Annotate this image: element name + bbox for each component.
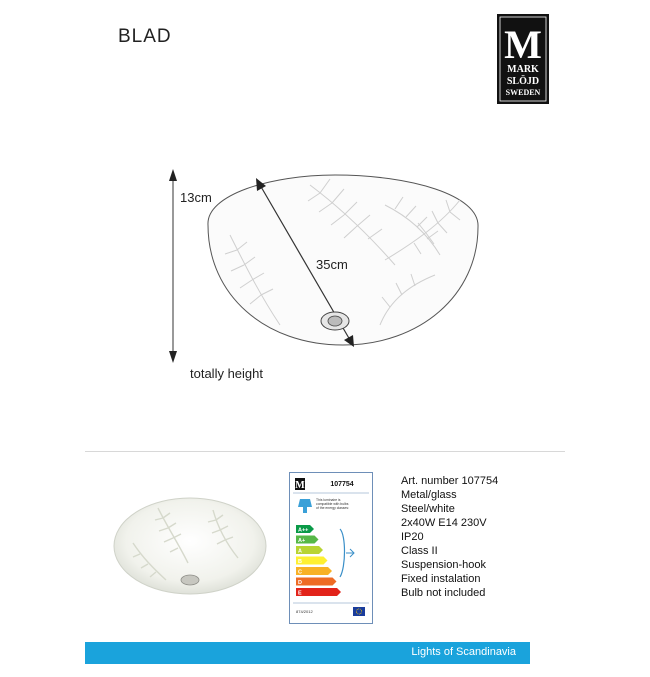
compat-brace <box>340 529 345 577</box>
center-finial <box>321 312 349 330</box>
energy-class-label: A <box>298 548 302 555</box>
spec-article: Art. number 107754 <box>401 475 499 487</box>
energy-class-label: E <box>298 590 302 597</box>
energy-class-label: A++ <box>298 527 309 534</box>
energy-class-label: B <box>298 558 302 565</box>
energy-label-article: 107754 <box>330 481 354 488</box>
energy-class-label: D <box>298 579 302 586</box>
bulb-icon <box>298 499 312 513</box>
energy-label <box>289 472 373 624</box>
energy-class-label: A+ <box>298 537 306 544</box>
mark-slojd-logo <box>497 14 549 104</box>
product-photo <box>108 488 273 603</box>
logo-line-mark: MARK <box>507 64 539 75</box>
compat-text-1: This luminaire is <box>316 498 341 502</box>
spec-ip: IP20 <box>401 531 424 543</box>
diameter-label: 35cm <box>316 257 348 272</box>
spec-class: Class II <box>401 545 438 557</box>
logo-line-slojd: SLÖJD <box>506 76 540 87</box>
energy-class-label: C <box>298 569 302 576</box>
height-arrow <box>169 169 177 363</box>
compat-text-2: compatible with bulbs <box>316 502 349 506</box>
energy-class-bar <box>296 588 341 596</box>
product-title: BLAD <box>118 26 172 47</box>
logo-line-sweden: SWEDEN <box>505 88 541 97</box>
logo-letter: M <box>504 22 542 67</box>
spec-bulb-note: Bulb not included <box>401 587 486 599</box>
regulation-text: 874/2012 <box>296 609 313 614</box>
svg-text:M: M <box>295 480 305 491</box>
footer-bar <box>85 642 530 664</box>
spec-list <box>401 474 498 600</box>
height-label: 13cm <box>180 190 212 205</box>
spec-mounting: Suspension-hook <box>401 559 487 571</box>
spec-installation: Fixed instalation <box>401 573 481 585</box>
energy-class-bars <box>296 525 341 596</box>
energy-class-bar <box>296 578 337 586</box>
compat-text-3: of the energy classes: <box>316 506 349 510</box>
footer-text: Lights of Scandinavia <box>411 646 516 658</box>
section-divider <box>85 451 565 452</box>
spec-bulb: 2x40W E14 230V <box>401 517 487 529</box>
eu-flag-icon <box>353 607 365 616</box>
height-note: totally height <box>190 366 263 381</box>
spec-finish: Steel/white <box>401 503 455 515</box>
spec-material: Metal/glass <box>401 489 457 501</box>
